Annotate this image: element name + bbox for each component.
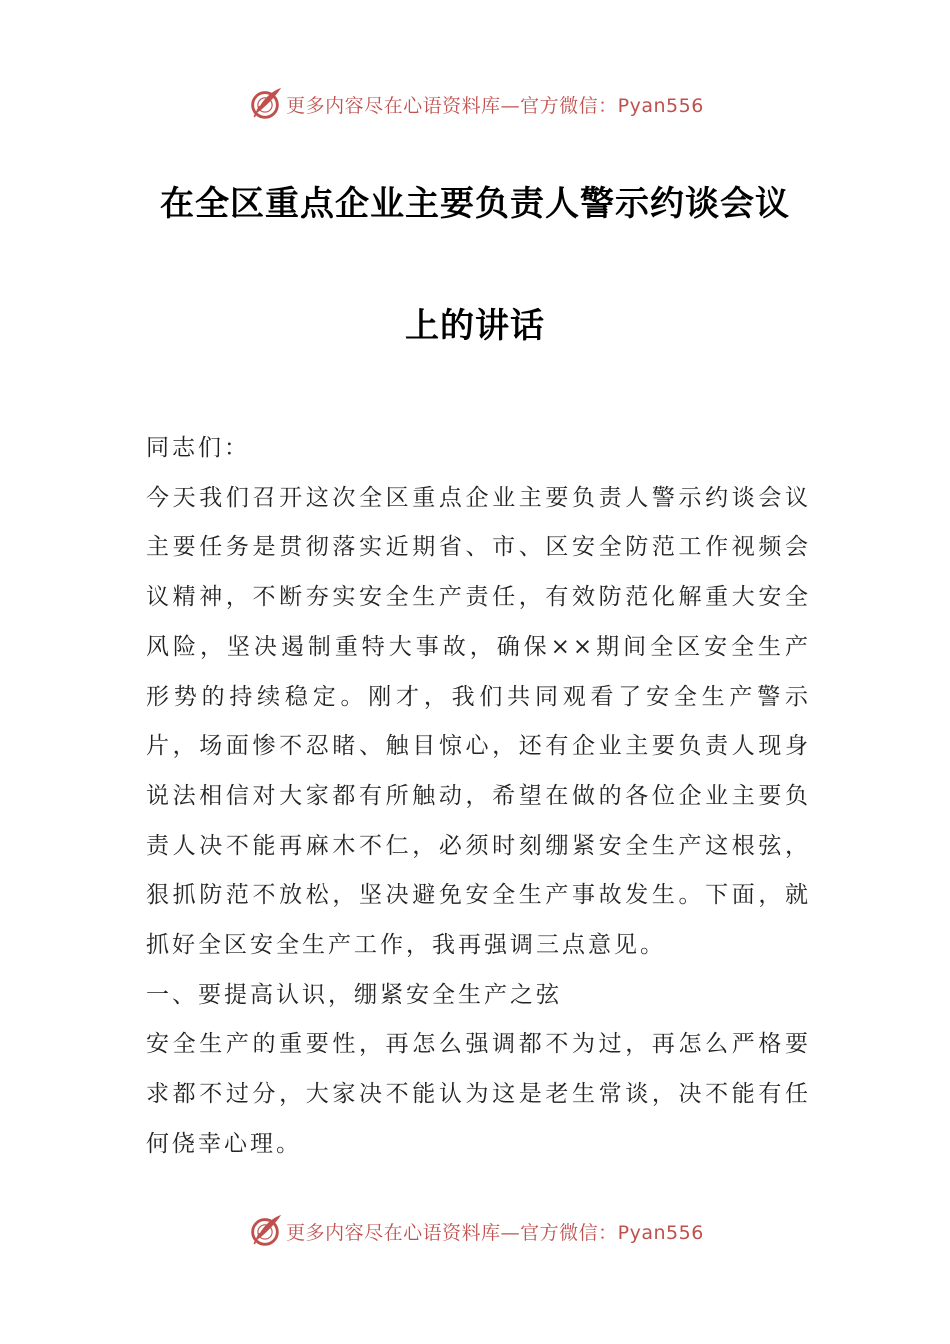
quill-circle-logo-icon (246, 85, 284, 123)
watermark-wechat-id: Pyan556 (617, 94, 704, 117)
section-heading: 一、要提高认识，绷紧安全生产之弦 (146, 981, 562, 1008)
page-title-line-1: 在全区重点企业主要负责人警示约谈会议 (160, 184, 790, 224)
paragraph: 今天我们召开这次全区重点企业主要负责人警示约谈会议主要任务是贯彻落实近期省、市、区安全防范工作视频会议精神，不断夯实安全生产责任，有效防范化解重大安全风险，坚决遏制重特大事故，确保××期间全区安全生产形势的持续稳定。刚才，我们共同观看了安全生产警示片，场面惨不忍睹、触目惊心，还有企业主要负责人现身说法相信对大家都有所触动，希望在做的各位企业主要负责人决不能再麻木不仁，必须时刻绷紧安全生产这根弦，狠抓防范不放松，坚决避免安全生产事故发生。下面，就抓好全区安全生产工作，我再强调三点意见。 (146, 484, 811, 959)
header-watermark-banner (0, 84, 950, 124)
footer-watermark-banner (0, 1211, 950, 1251)
watermark-label: 更多内容尽在心语资料库—官方微信： (286, 94, 618, 117)
watermark-label: 更多内容尽在心语资料库—官方微信： (286, 1221, 618, 1244)
watermark-text (286, 91, 704, 118)
page-title-line-2: 上的讲话 (405, 306, 545, 346)
paragraph: 安全生产的重要性，再怎么强调都不为过，再怎么严格要求都不过分，大家决不能认为这是老生常谈，决不能有任何侥幸心理。 (146, 1031, 811, 1157)
document-body (146, 424, 811, 1170)
salutation: 同志们： (146, 435, 250, 461)
quill-circle-logo-icon (246, 1212, 284, 1250)
watermark-wechat-id: Pyan556 (617, 1221, 704, 1244)
watermark-text (286, 1218, 704, 1245)
